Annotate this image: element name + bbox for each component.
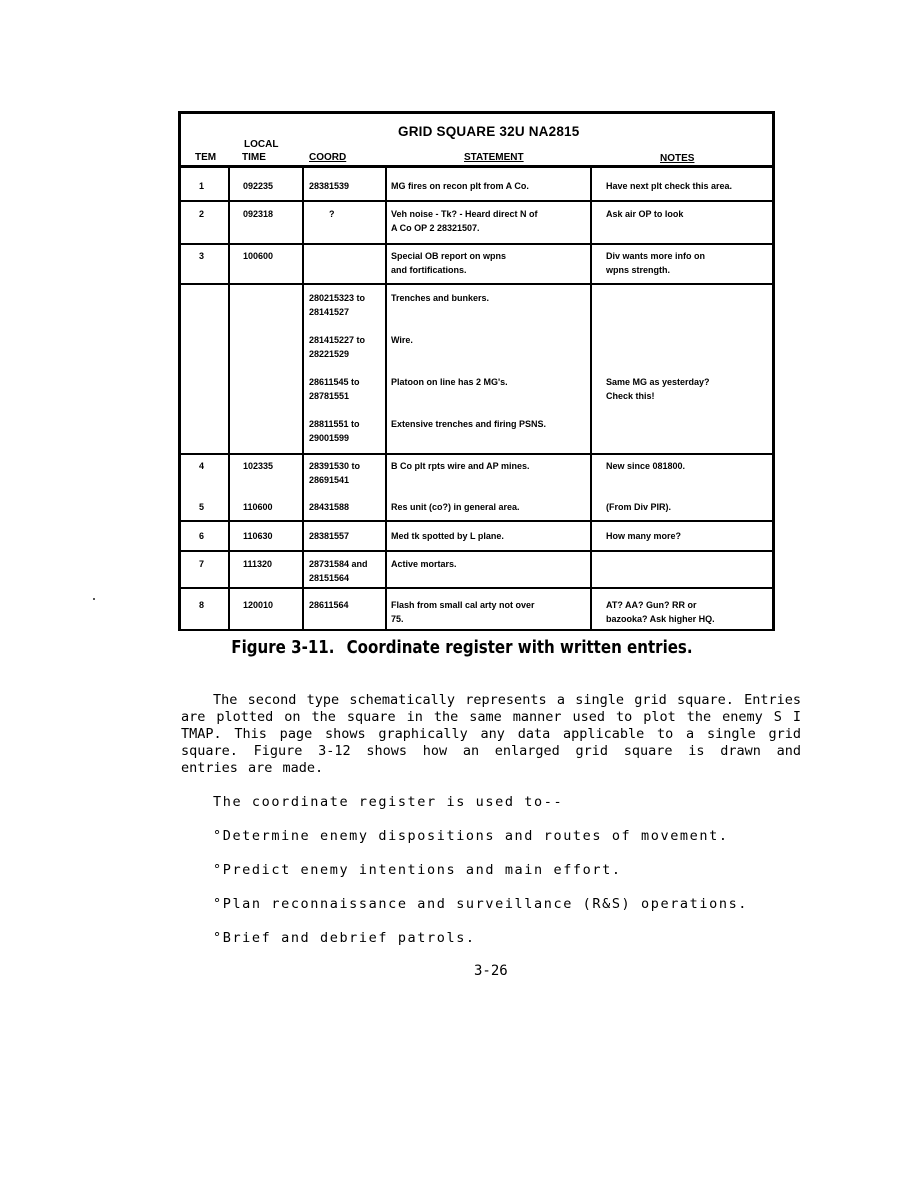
row-divider: [178, 283, 775, 285]
cell-item: 1: [199, 181, 205, 191]
cell-coord: 28811551 to 29001599: [309, 419, 360, 443]
cell-coord: 28431588: [309, 502, 350, 512]
cell-item: 8: [199, 600, 205, 610]
cell-notes: Same MG as yesterday? Check this!: [606, 377, 710, 401]
cell-notes: (From Div PIR).: [606, 502, 672, 512]
cell-notes: How many more?: [606, 531, 682, 541]
cell-coord: 280215323 to 28141527: [309, 293, 366, 317]
cell-coord: 28611564: [309, 600, 349, 610]
row-divider: [178, 520, 775, 522]
cell-time: 092318: [243, 209, 274, 219]
cell-notes: Ask air OP to look: [606, 209, 684, 219]
cell-coord: ?: [329, 209, 335, 219]
header-statement: STATEMENT: [464, 152, 524, 163]
header-time: TIME: [242, 152, 266, 163]
column-divider: [385, 167, 387, 630]
register-intro: The coordinate register is used to--: [213, 794, 564, 810]
figure-caption: [66, 638, 857, 658]
cell-item: 3: [199, 251, 205, 261]
cell-time: 100600: [243, 251, 274, 261]
cell-statement: Active mortars.: [391, 559, 457, 569]
page-number: 3-26: [474, 963, 508, 979]
figure-label: Figure 3-11.: [231, 638, 335, 658]
cell-coord: 28381557: [309, 531, 350, 541]
body-paragraph-text: The second type schematically represents a single grid square. Entries are plotted on the square in the same manner used to plot the enemy S I TMAP. This page shows graphically any data applicable to a single grid square. Figure 3-12 shows how an enlarged grid square is drawn and entries are made.: [181, 692, 801, 776]
cell-time: 092235: [243, 181, 274, 191]
row-divider: [178, 200, 775, 202]
cell-statement: Veh noise - Tk? - Heard direct N of A Co OP 2 28321507.: [391, 209, 538, 233]
cell-coord: 28391530 to 28691541: [309, 461, 361, 485]
row-divider: [178, 165, 775, 168]
header-notes: NOTES: [660, 153, 695, 164]
header-coord: COORD: [309, 152, 347, 163]
cell-item: 2: [199, 209, 205, 219]
row-divider: [178, 587, 775, 589]
cell-notes: New since 081800.: [606, 461, 686, 471]
cell-coord: 28731584 and 28151564: [309, 559, 368, 583]
header-item: TEM: [195, 152, 217, 163]
row-divider: [178, 243, 775, 245]
cell-statement: Wire.: [391, 335, 413, 345]
cell-time: 102335: [243, 461, 274, 471]
bullet-item: °Brief and debrief patrols.: [213, 930, 476, 946]
bullet-item: °Plan reconnaissance and surveillance (R&S) operations.: [213, 896, 749, 912]
cell-statement: MG fires on recon plt from A Co.: [391, 181, 529, 191]
cell-item: 7: [199, 559, 205, 569]
cell-notes: Div wants more info on wpns strength.: [606, 251, 706, 275]
cell-coord: 28381539: [309, 181, 350, 191]
cell-time: 111320: [243, 559, 273, 569]
column-divider: [228, 167, 230, 630]
cell-statement: Flash from small cal arty not over 75.: [391, 600, 535, 624]
cell-item: 4: [199, 461, 205, 471]
cell-coord: 28611545 to 28781551: [309, 377, 360, 401]
cell-statement: B Co plt rpts wire and AP mines.: [391, 461, 530, 471]
cell-time: 110630: [243, 531, 273, 541]
cell-notes: Have next plt check this area.: [606, 181, 733, 191]
bullet-item: °Predict enemy intentions and main effort.: [213, 862, 622, 878]
cell-statement: Extensive trenches and firing PSNS.: [391, 419, 547, 429]
cell-time: 110600: [243, 502, 273, 512]
row-divider: [178, 550, 775, 552]
cell-time: 120010: [243, 600, 274, 610]
cell-statement: Special OB report on wpns and fortifications.: [391, 251, 507, 275]
row-divider: [178, 453, 775, 455]
bullet-item: °Determine enemy dispositions and routes of movement.: [213, 828, 729, 844]
header-local: LOCAL: [244, 139, 279, 150]
cell-statement: Med tk spotted by L plane.: [391, 531, 504, 541]
scan-speck: [93, 598, 95, 600]
cell-statement: Trenches and bunkers.: [391, 293, 490, 303]
cell-notes: AT? AA? Gun? RR or bazooka? Ask higher HQ.: [606, 600, 715, 624]
figure-caption-text: Coordinate register with written entries.: [346, 638, 693, 658]
grid-square-title: GRID SQUARE 32U NA2815: [398, 124, 580, 139]
cell-item: 5: [199, 502, 205, 512]
column-divider: [590, 167, 592, 630]
cell-item: 6: [199, 531, 205, 541]
body-paragraph: [181, 692, 801, 777]
cell-statement: Res unit (co?) in general area.: [391, 502, 520, 512]
column-divider: [302, 167, 304, 630]
cell-statement: Platoon on line has 2 MG's.: [391, 377, 508, 387]
cell-coord: 281415227 to 28221529: [309, 335, 366, 359]
